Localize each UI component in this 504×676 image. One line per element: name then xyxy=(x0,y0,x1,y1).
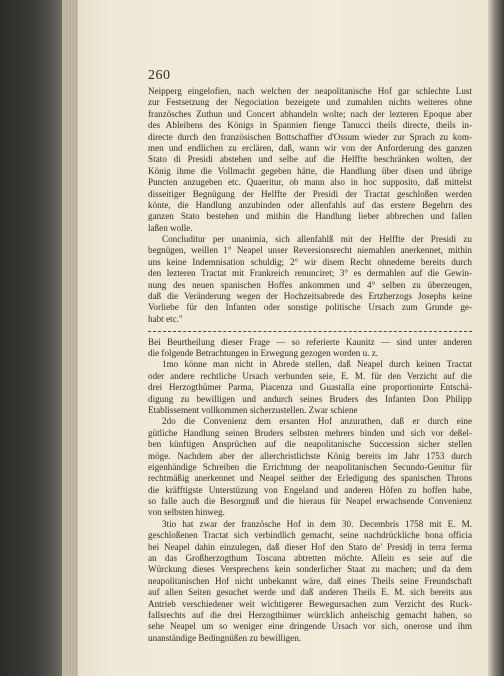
text-line: Würckung dieses Versprechens kein sonderlicher Staat zu machen; und da dem xyxy=(148,564,472,575)
text-line: disseitiger Begnügung der Helffte der Presidi der Tractat geschloßen werden xyxy=(148,188,472,199)
text-line: Puncten anzugeben etc. Quaeritur, ob mann also in hoc supposito, daß mittelst xyxy=(148,177,472,188)
text-line: bei Neapel dahin einzulegen, daß dieser Hof den Stato de' Presidj in terra ferma xyxy=(148,541,472,552)
text-line: so falle auch die Besorgnuß und die hieraus für Neapel erwachsende Convenienz xyxy=(148,496,472,507)
text-line: könte, die Handlung anzubinden oder allenfahls auf das erstere Begehrn des xyxy=(148,199,472,210)
text-line: neapolitanischen Hof nicht unbekannt wäre, daß eines Theils seine Freundschaft xyxy=(148,575,472,586)
text-line: eigenhändige Schreiben die Errichtung der neapolitanischen Secundo-Genitur für xyxy=(148,461,472,472)
text-line: digung zu bewilligen und andurch seines Bruders des Infanten Don Philipp xyxy=(148,393,472,404)
text-line: oder andere rechtliche Ursach verbunden seie, E. M. für den Verzicht auf die xyxy=(148,370,472,381)
text-line: von selbsten hinweg. xyxy=(148,507,225,518)
section-divider xyxy=(148,325,472,336)
text-line: ben künftigen Ansprüchen auf die neapolitanische Succession sicher stellen xyxy=(148,439,472,450)
text-line: französches Zuthun und Concert abhandeln wolte; nach der lezteren Epoque aber xyxy=(148,108,472,119)
text-line: rechtmäßig anerkennet und Neapel seither der Erledigung des spanischen Throns xyxy=(148,473,472,484)
body-text xyxy=(148,86,472,644)
text-line: unanständige Bedingnüßen zu bewilligen. xyxy=(148,632,302,643)
text-line: habt etc." xyxy=(148,313,183,324)
page-stack-edge xyxy=(62,0,79,676)
text-line: den lezteren Tractat mit Frankreich renunciret; 3° es dermahlen auf die Gewin- xyxy=(148,268,472,279)
text-line: nung des neuen spanischen Hoffes ankommen und 4° selben zu überzeugen, xyxy=(148,279,472,290)
text-line: Concluditur per unanimia, sich allenfahlß mit der Helffte der Presidi zu xyxy=(162,234,472,245)
book-gutter xyxy=(488,0,504,676)
text-line: sehe Neapel um so weniger eine dringende Ursach vor sich, onerose und ihm xyxy=(148,621,472,632)
text-line: an das Großherzogthum Toscana abtretten möchte. Allein es seie auf die xyxy=(148,553,472,564)
text-line: 1mo könne man nicht in Abrede stellen, daß Neapel durch keinen Tractat xyxy=(162,359,472,370)
text-line: möge. Nachdem aber der allerchristlichste König bereits im Jahr 1753 durch xyxy=(148,450,472,461)
text-line: directe durch den französischen Bottschaffter d'Ossum wieder zur Sprach zu kom- xyxy=(148,131,472,142)
text-line: Antrieb verschiedener weit wichtigerer Bewegursachen zum Verzicht des Ruck- xyxy=(148,598,472,609)
text-line: laßen wolle. xyxy=(148,222,193,233)
text-line: daß die Veränderung wegen der Hochzeitsabrede des Ertzherzogs Josephs keine xyxy=(148,291,472,302)
text-line: Stato di Presidi abstehen und selbe auf die Helffte beschränken wolten, der xyxy=(148,154,472,165)
text-line: 2do die Convenienz dem ersanten Hof anzurathen, daß er durch eine xyxy=(162,416,472,427)
text-line: zur Festsetzung der Negociation bezeigete und zumahlen nichts weiteres ohne xyxy=(148,97,472,108)
scanner-edge xyxy=(0,0,62,676)
text-line: men und endlichen zu erclären, daß, wann wir von der Anforderung des ganzen xyxy=(148,142,472,153)
text-line: drei Herzogthümer Parma, Piacenza und Guastalla eine proportionirte Entschä- xyxy=(148,382,472,393)
text-line: Neipperg eingelofien, nach welchen der neapolitanische Hof gar schlechte Lust xyxy=(148,86,472,96)
text-line: Etablissement vollkommen sicherzustellen. Zwar schiene xyxy=(148,404,358,415)
text-line: König ihme die Vollmacht gegeben hätte, die Handlung über disen und übrige xyxy=(148,165,472,176)
text-line: uns keine Indemnisation schuldig; 2° wir disem Recht ohnedeme bereits durch xyxy=(148,256,472,267)
text-line: Bei Beurtheilung dieser Frage — so referierte Kaunitz — sind unter anderen xyxy=(148,336,472,347)
text-line: auf allen Seiten gesuchet werde und daß anderen Theils E. M. sich bereits aus xyxy=(148,587,472,598)
text-line: geschloßenen Tractat sich verbindlich gemacht, seine nachdrückliche bona officia xyxy=(148,530,472,541)
text-line: begnügen, weillen 1° Neapel unser Reversionsrecht niemahlen anerkennet, mithin xyxy=(148,245,472,256)
text-line: ganzen Stato bestehen und mithin die Handlung lieber abbrechen und fallen xyxy=(148,211,472,222)
text-line: des Ableibens des Königs in Spannien fienge Tanucci theils directe, theils in- xyxy=(148,120,472,131)
text-line: fallsrechts auf die drei Herzogthümer würcklich anheischig gemacht haben, so xyxy=(148,609,472,620)
page-number: 260 xyxy=(148,68,171,83)
text-line: gütliche Handlung seinen Bruders selbsten mehrers binden und sich vor deßel- xyxy=(148,427,472,438)
text-line: die kräfftigste Unterstüzung von Engeland und anderen Höfen zu hoffen habe, xyxy=(148,484,472,495)
text-line: die folgende Betrachtungen in Erwegung gezogen worden u. z. xyxy=(148,347,379,358)
text-line: Vorliebe für den Infanten oder sonstige politische Ursach zum Grunde ge- xyxy=(148,302,472,313)
text-line: 3tio hat zwar der französche Hof in dem 30. Decembris 1758 mit E. M. xyxy=(162,518,472,529)
